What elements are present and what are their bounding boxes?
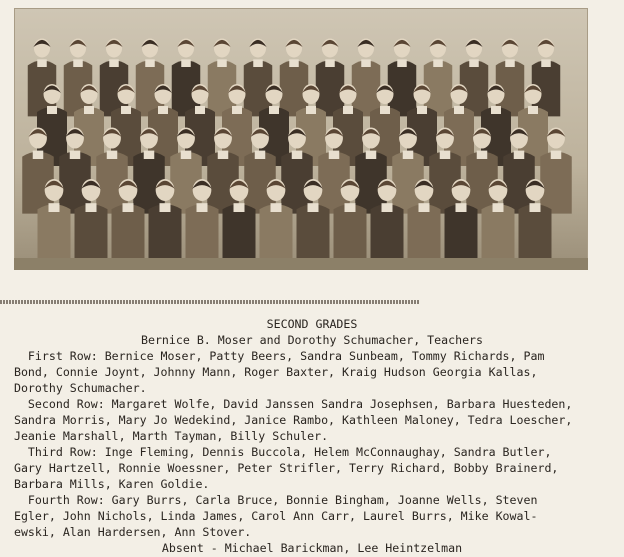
- caption-line: Third Row: Inge Fleming, Dennis Buccola, Helem McConnaughay, Sandra Butler,: [0, 445, 552, 459]
- caption-line: Gary Hartzell, Ronnie Woessner, Peter Strifler, Terry Richard, Bobby Brainerd,: [0, 461, 559, 475]
- caption-line: Bond, Connie Joynt, Johnny Mann, Roger Baxter, Kraig Hudson Georgia Kallas,: [0, 365, 538, 379]
- student-figure: [460, 39, 489, 117]
- student-figure: [172, 39, 201, 117]
- student-figure: [208, 39, 237, 117]
- student-figure: [244, 39, 273, 117]
- caption-line: Second Row: Margaret Wolfe, David Janssen Sandra Josephsen, Barbara Huesteden,: [0, 397, 573, 411]
- caption-absent: Absent - Michael Barickman, Lee Heintzelman: [161, 541, 463, 555]
- student-figure: [280, 39, 309, 117]
- student-figure: [100, 39, 129, 117]
- caption-line: ewski, Alan Hardersen, Ann Stover.: [0, 525, 252, 539]
- caption-line: Egler, John Nichols, Linda James, Carol Ann Carr, Laurel Burrs, Mike Kowal-: [0, 509, 538, 523]
- student-figure: [136, 39, 165, 117]
- caption-line: Dorothy Schumacher.: [0, 381, 147, 395]
- section-divider: [0, 300, 420, 304]
- caption-line: Barbara Mills, Karen Goldie.: [0, 477, 210, 491]
- caption-heading: SECOND GRADES: [266, 317, 358, 331]
- class-photo-figures: [14, 8, 588, 270]
- student-figure: [352, 39, 381, 117]
- student-figure: [64, 39, 93, 117]
- class-photo: [14, 8, 588, 270]
- student-figure: [316, 39, 345, 117]
- student-figure: [388, 39, 417, 117]
- caption-line: First Row: Bernice Moser, Patty Beers, Sandra Sunbeam, Tommy Richards, Pam: [0, 349, 545, 363]
- student-figure: [532, 39, 561, 117]
- student-figure: [496, 39, 525, 117]
- caption-line: Fourth Row: Gary Burrs, Carla Bruce, Bonnie Bingham, Joanne Wells, Steven: [0, 493, 538, 507]
- caption-line: Jeanie Marshall, Marth Tayman, Billy Schuler.: [0, 429, 329, 443]
- photo-floor: [14, 258, 588, 270]
- photo-caption: [0, 316, 624, 556]
- student-figure: [28, 39, 57, 117]
- caption-line: Sandra Morris, Mary Jo Wedekind, Janice Rambo, Kathleen Maloney, Tedra Loescher,: [0, 413, 573, 427]
- caption-teachers: Bernice B. Moser and Dorothy Schumacher, Teachers: [140, 333, 484, 347]
- student-figure: [424, 39, 453, 117]
